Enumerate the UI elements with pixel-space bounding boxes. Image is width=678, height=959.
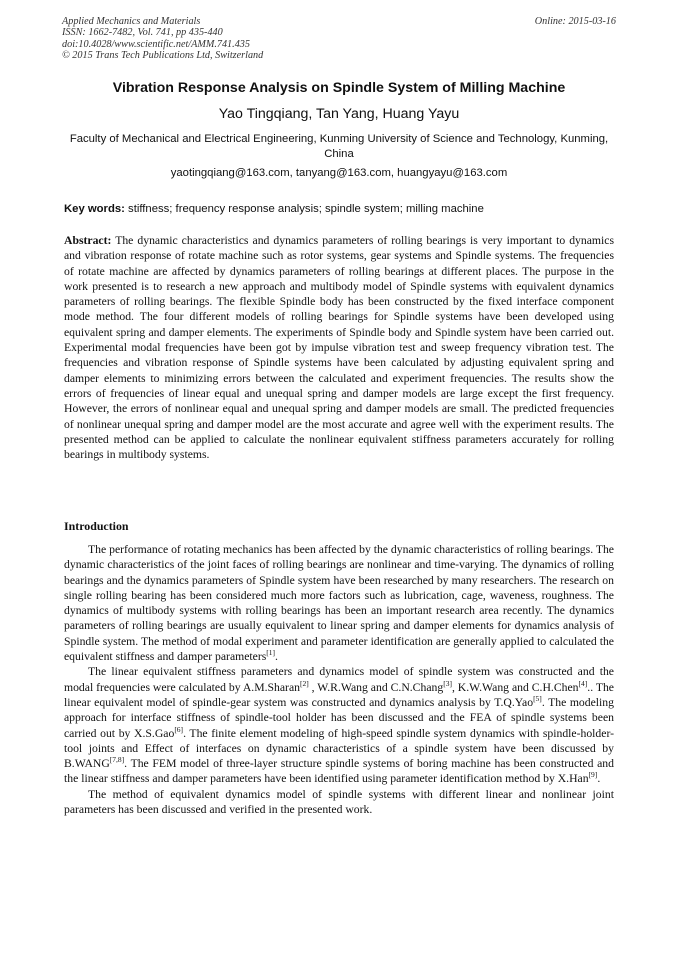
abstract bbox=[64, 233, 614, 462]
citation-ref: [5] bbox=[533, 694, 542, 704]
doi-line: doi:10.4028/www.scientific.net/AMM.741.435 bbox=[62, 38, 250, 50]
citation-ref: [4] bbox=[578, 678, 588, 688]
intro-text: , W.R.Wang and C.N.Chang bbox=[308, 680, 444, 694]
introduction-body bbox=[64, 542, 614, 817]
intro-text: . The finite element modeling of high-speed spindle system dynamics with spindle-holder-tool joints and Effect of interfaces on dynamic characteristics of a spindle system have been discussed by B.WANG bbox=[64, 726, 614, 771]
citation-ref: [9] bbox=[588, 770, 598, 780]
journal-header bbox=[62, 16, 263, 62]
abstract-label: Abstract: bbox=[64, 234, 112, 247]
copyright-line: © 2015 Trans Tech Publications Ltd, Switzerland bbox=[62, 50, 264, 62]
intro-text: The performance of rotating mechanics has been affected by the dynamic characteristics of rolling bearings. The dynamic characteristics of the joint faces of rolling bearings are nonlinear and time-varying. The dynamics of rolling bearings and the dynamics parameters of Spindle system have been researched by many researchers. The research on single rolling bearing has been considered much more factors such as lubrication, cage, waveness, roughness. The dynamics of multibody systems with rolling bearings has been an important research area recently. The dynamics parameters of rolling bearings are usually equivalent to linear spring and damper elements for dynamics analysis of Spindle system. The method of modal experiment and parameter identification are generally applied to calculated the equivalent stiffness and damper parameters bbox=[64, 543, 614, 664]
intro-text: . The modeling approach for interface stiffness of spindle-tool holder has been discussed and the FEA of spindle systems been carried out by X.S.Gao bbox=[64, 695, 614, 740]
keywords-text: stiffness; frequency response analysis; spindle system; milling machine bbox=[124, 203, 484, 215]
intro-text: . The FEM model of three-layer structure spindle systems of boring machine has been constructed and the linear stiffness and damper parameters have been identified using parameter identification method by X.Han bbox=[64, 757, 614, 786]
citation-ref: [3] bbox=[443, 678, 452, 688]
abstract-text: The dynamic characteristics and dynamics parameters of rolling bearings is very important to dynamics and vibration response of rotate machine such as rotor systems, gear systems and Spindle systems. The frequencies of rotate machine are affected by dynamics parameters of rolling bearings at different places. The purpose in the work presented is to research a new approach and multibody model of Spindle systems with equivalent dynamics parameters of rolling bearings. The flexible Spindle body has been constructed by the fixed interface component mode method. The four different models of rolling bearings for Spindle systems have been developed using equivalent spring and damper elements. The experiments of Spindle body and Spindle system have been carried out. Experimental modal frequencies have been got by impulse vibration test and sweep frequency vibration test. The frequencies and vibration response of Spindle systems have been calculated by adjusting equivalent spring and damper elements to minimizing errors between the calculated and experiment frequencies. The results show the errors of frequencies of linear equal and unequal spring and damper models are large except the first frequency. However, the errors of nonlinear equal and unequal spring and damper models are small. The predicted frequencies of nonlinear unequal spring and damper model are the most accurate and agree well with the experiment results. The presented method can be applied to calculate the nonlinear equivalent stiffness parameters accurately for rolling bearings in multibody systems. bbox=[64, 234, 614, 462]
intro-paragraph bbox=[64, 542, 614, 664]
intro-paragraph bbox=[64, 787, 614, 818]
keywords bbox=[64, 203, 616, 215]
intro-text: .. The linear equivalent model of spindle-gear system was constructed and dynamics analysis by T.Q.Yao bbox=[64, 680, 614, 709]
affiliation: Faculty of Mechanical and Electrical Engineering, Kunming University of Science and Technology, Kunming, China bbox=[69, 133, 609, 160]
intro-text: . bbox=[275, 650, 278, 664]
intro-text: . bbox=[597, 772, 601, 786]
intro-text: The linear equivalent stiffness parameters and dynamics model of spindle system was constructed and the modal frequencies were calculated by A.M.Sharan bbox=[64, 665, 614, 694]
citation-ref: [1] bbox=[266, 648, 276, 658]
keywords-label: Key words: bbox=[64, 203, 125, 215]
paper-title: Vibration Response Analysis on Spindle System of Milling Machine bbox=[112, 80, 566, 96]
intro-paragraph bbox=[64, 664, 614, 786]
citation-ref: [7,8] bbox=[109, 755, 125, 765]
citation-ref: [6] bbox=[174, 724, 184, 734]
paper-authors: Yao Tingqiang, Tan Yang, Huang Yayu bbox=[218, 106, 460, 122]
issn-line: ISSN: 1662-7482, Vol. 741, pp 435-440 bbox=[62, 27, 223, 39]
intro-text: , K.W.Wang and C.H.Chen bbox=[451, 680, 579, 694]
online-date: Online: 2015-03-16 bbox=[534, 16, 616, 27]
intro-text: The method of equivalent dynamics model of spindle systems with different linear and nonlinear joint parameters has been discussed and verified in the presented work. bbox=[64, 787, 614, 817]
citation-ref: [2] bbox=[299, 678, 309, 688]
journal-name: Applied Mechanics and Materials bbox=[62, 16, 201, 27]
section-heading-introduction: Introduction bbox=[64, 519, 129, 533]
author-emails: yaotingqiang@163.com, tanyang@163.com, huangyayu@163.com bbox=[170, 167, 508, 179]
